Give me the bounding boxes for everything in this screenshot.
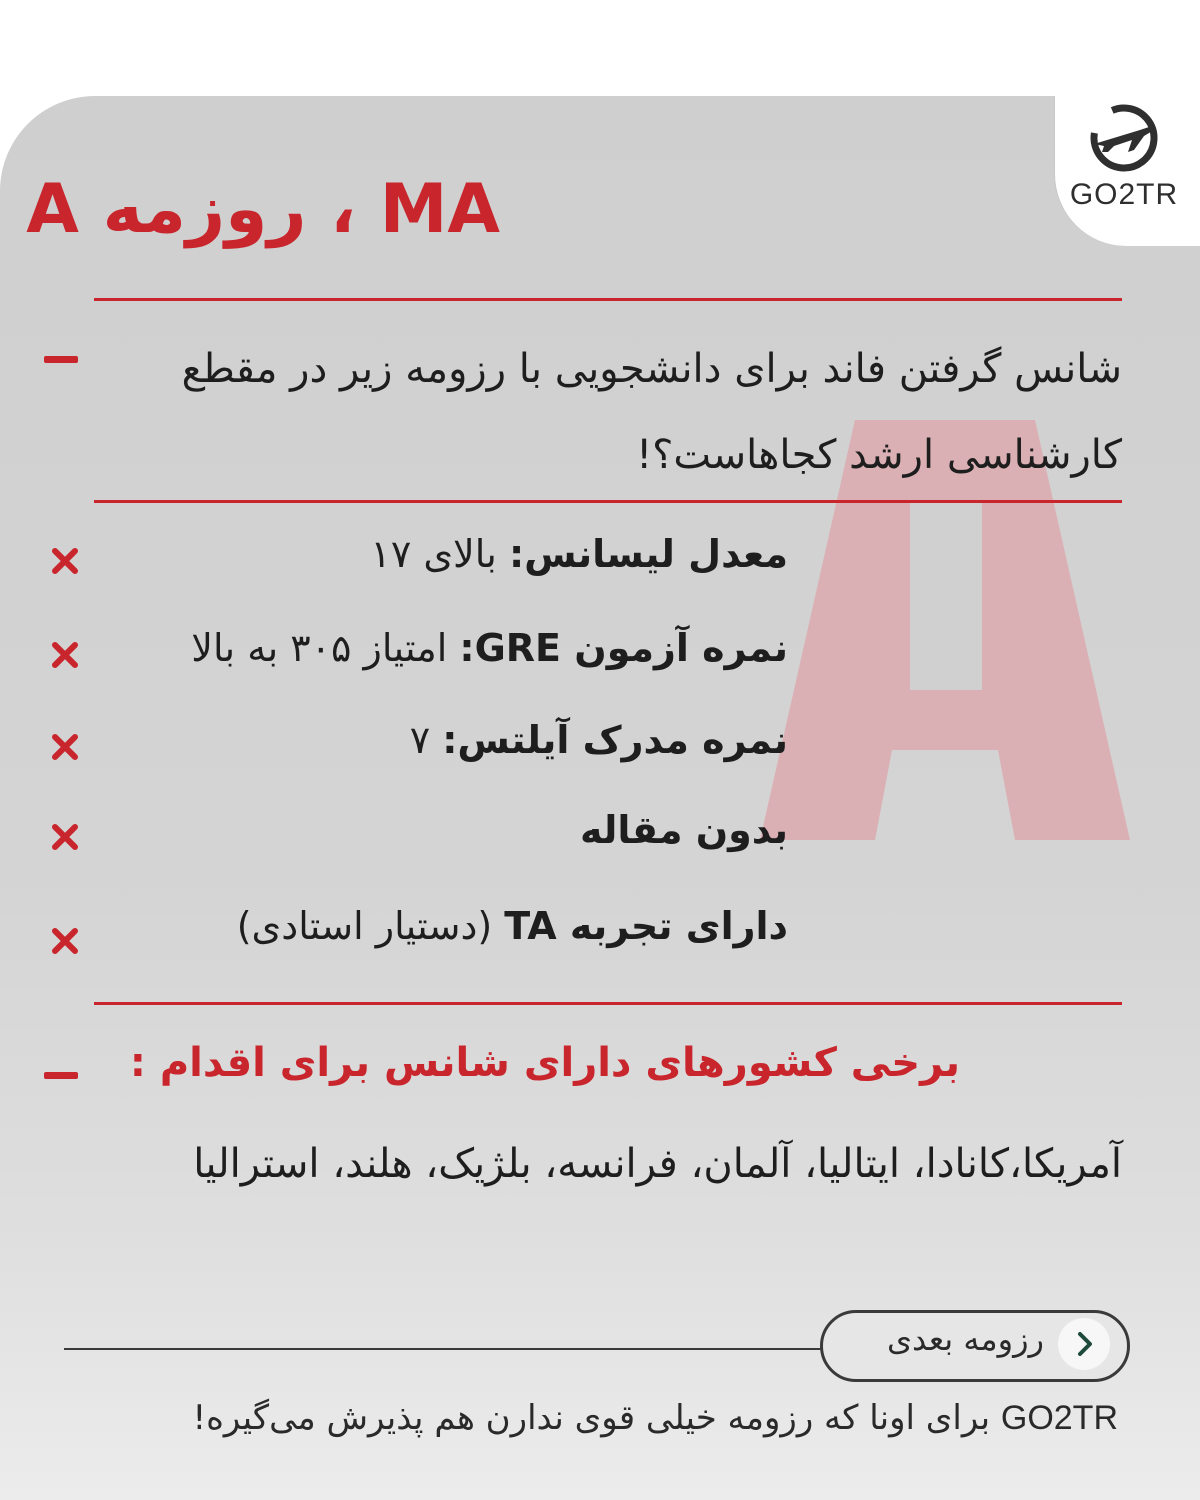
page-title: MA ، روزمه A	[26, 170, 500, 249]
requirement-ta	[237, 904, 788, 948]
x-mark-icon	[50, 822, 80, 852]
requirement-label: نمره آزمون GRE:	[459, 626, 788, 670]
footer-brand: GO2TR	[1000, 1399, 1118, 1437]
plane-globe-icon	[1084, 100, 1164, 176]
requirement-value: (دستیار استادی)	[236, 904, 505, 948]
requirement-label: دارای تجربه TA	[504, 904, 788, 948]
x-mark-icon	[50, 926, 80, 956]
requirement-ielts	[410, 718, 788, 762]
requirement-value: امتیاز ۳۰۵ به بالا	[191, 626, 460, 670]
logo-text: GO2TR	[1069, 178, 1179, 211]
chevron-right-icon	[1058, 1318, 1110, 1370]
requirement-gre	[191, 626, 788, 670]
next-resume-label[interactable]: رزومه بعدی	[886, 1320, 1044, 1358]
x-mark-icon	[50, 640, 80, 670]
question-dash-icon	[44, 356, 78, 363]
requirement-label: نمره مدرک آیلتس:	[442, 718, 788, 762]
countries-list: آمریکا،کانادا، ایتالیا، آلمان، فرانسه، بلژیک، هلند، استرالیا	[193, 1141, 1122, 1187]
countries-heading: برخی کشورهای دارای شانس برای اقدام :	[129, 1040, 960, 1086]
divider-bottom	[94, 1002, 1122, 1005]
footer-text: برای اونا که رزومه خیلی قوی ندارن هم پذیرش می‌گیره!	[192, 1398, 1001, 1438]
requirement-label: بدون مقاله	[580, 808, 788, 852]
question-text: شانس گرفتن فاند برای دانشجویی با رزومه زیر در مقطع کارشناسی ارشد کجاهاست؟!	[181, 346, 1122, 478]
x-mark-icon	[50, 732, 80, 762]
x-mark-icon	[50, 546, 80, 576]
next-circle[interactable]	[1058, 1318, 1110, 1370]
requirement-gpa	[370, 532, 788, 576]
footer-divider	[64, 1348, 844, 1350]
requirement-value: بالای ۱۷	[370, 532, 509, 576]
requirement-paper	[580, 808, 788, 852]
countries-dash-icon	[44, 1072, 78, 1079]
requirement-value: ۷	[409, 718, 443, 762]
requirement-label: معدل لیسانس:	[508, 532, 788, 576]
divider-top	[94, 298, 1122, 301]
footer-tagline	[192, 1398, 1118, 1438]
divider-middle	[94, 500, 1122, 503]
